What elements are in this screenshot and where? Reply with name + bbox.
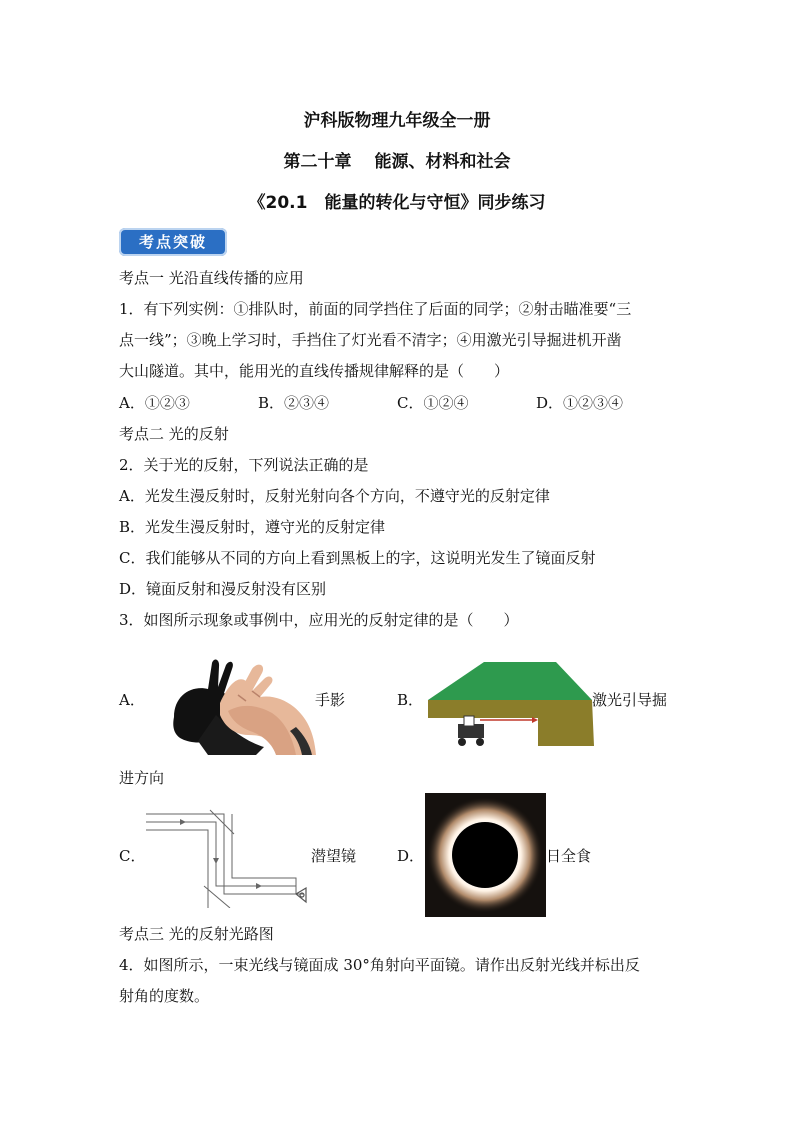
q3-option-b-caption: 激光引导掘 xyxy=(592,691,668,709)
section-badge: 考点突破 xyxy=(119,228,227,256)
q1-option-a: A．①②③ xyxy=(119,394,190,412)
q1-option-c: C．①②④ xyxy=(397,394,469,412)
q1-line-3: 大山隧道。其中，能用光的直线传播规律解释的是（ ） xyxy=(119,362,510,380)
section-heading-3: 考点三 光的反射光路图 xyxy=(119,925,274,943)
q2-option-b: B．光发生漫反射时，遵守光的反射定律 xyxy=(119,518,386,536)
solar-eclipse-photo xyxy=(425,793,546,917)
q4-line-1: 4．如图所示，一束光线与镜面成 30°角射向平面镜。请作出反射光线并标出反 xyxy=(119,956,640,974)
q4-line-2: 射角的度数。 xyxy=(119,987,210,1005)
q3-option-a-letter: A． xyxy=(119,691,145,709)
hand-shadow-image xyxy=(168,655,316,755)
q3-stem: 3．如图所示现象或事例中，应用光的反射定律的是（ ） xyxy=(119,611,519,629)
q1-line-2: 点一线”；③晚上学习时，手挡住了灯光看不清字；④用激光引导掘进机开凿 xyxy=(119,331,622,349)
q3-option-c-caption: 潜望镜 xyxy=(311,847,357,865)
q3-option-a-caption: 手影 xyxy=(315,691,346,709)
q2-stem: 2．关于光的反射，下列说法正确的是 xyxy=(119,456,369,474)
section-heading-1: 考点一 光沿直线传播的应用 xyxy=(119,269,304,287)
q3-option-d-caption: 日全食 xyxy=(546,847,592,865)
periscope-diagram xyxy=(146,808,316,908)
q2-option-d: D．镜面反射和漫反射没有区别 xyxy=(119,580,327,598)
q1-option-b: B．②③④ xyxy=(258,394,330,412)
q1-option-d: D．①②③④ xyxy=(536,394,624,412)
doc-title: 沪科版物理九年级全一册 xyxy=(303,111,491,131)
q3-option-c-letter: C． xyxy=(119,847,146,865)
lesson-title: 《20.1 能量的转化与守恒》同步练习 xyxy=(248,193,546,213)
laser-tunnel-image xyxy=(428,660,594,748)
section-heading-2: 考点二 光的反射 xyxy=(119,425,229,443)
q3-option-d-letter: D． xyxy=(397,847,425,865)
q2-option-c: C．我们能够从不同的方向上看到黑板上的字，这说明光发生了镜面反射 xyxy=(119,549,596,567)
q3-option-b-caption-cont: 进方向 xyxy=(119,769,165,787)
q3-option-b-letter: B． xyxy=(397,691,424,709)
q1-line-1: 1．有下列实例：①排队时，前面的同学挡住了后面的同学；②射击瞄准要“三 xyxy=(119,300,632,318)
q2-option-a: A．光发生漫反射时，反射光射向各个方向，不遵守光的反射定律 xyxy=(119,487,550,505)
chapter-title: 第二十章 能源、材料和社会 xyxy=(283,152,511,172)
